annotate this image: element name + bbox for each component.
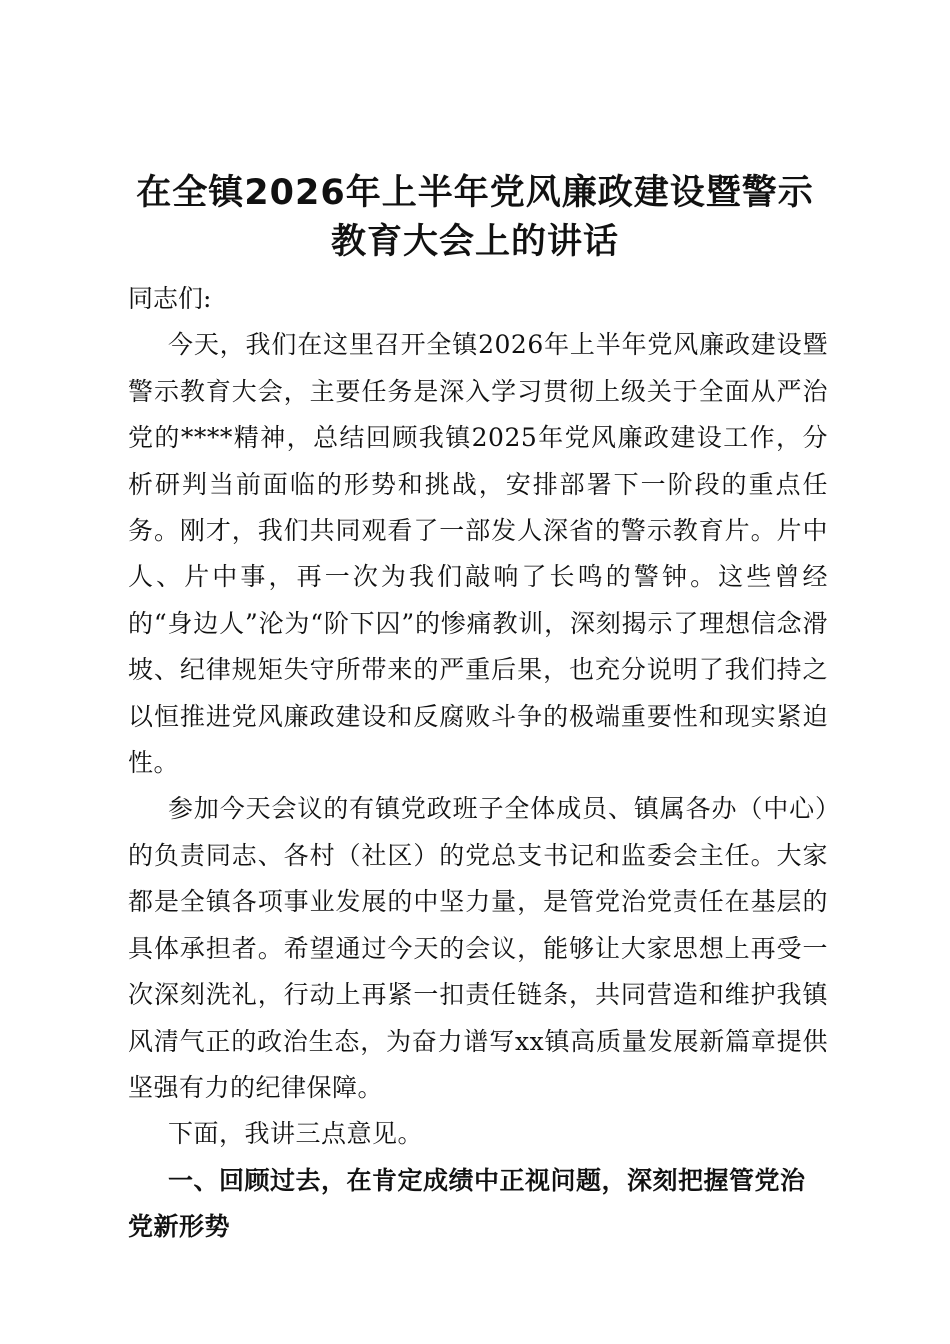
document-title-line-2: 教育大会上的讲话 xyxy=(330,222,619,262)
document-body xyxy=(128,276,828,1251)
section-heading-1: 一、回顾过去，在肯定成绩中正视问题，深刻把握管党治党新形势 xyxy=(128,1165,806,1242)
paragraph-opening: 今天，我们在这里召开全镇2026年上半年党风廉政建设暨警示教育大会，主要任务是深入学习贯彻上级关于全面从严治党的****精神，总结回顾我镇2025年党风廉政建设工作，分析研判当前面临的形势和挑战，安排部署下一阶段的重点任务。刚才，我们共同观看了一部发人深省的警示教育片。片中人、片中事，再一次为我们敲响了长鸣的警钟。这些曾经的“身边人”沦为“阶下囚”的惨痛教训，深刻揭示了理想信念滑坡、纪律规矩失守所带来的严重后果，也充分说明了我们持之以恒推进党风廉政建设和反腐败斗争的极端重要性和现实紧迫性。 xyxy=(128,330,828,778)
paragraph-attendees: 参加今天会议的有镇党政班子全体成员、镇属各办（中心）的负责同志、各村（社区）的党总支书记和监委会主任。大家都是全镇各项事业发展的中坚力量，是管党治党责任在基层的具体承担者。希望通过今天的会议，能够让大家思想上再受一次深刻洗礼，行动上再紧一扣责任链条，共同营造和维护我镇风清气正的政治生态，为奋力谱写xx镇高质量发展新篇章提供坚强有力的纪律保障。 xyxy=(128,794,828,1102)
paragraph-transition: 下面，我讲三点意见。 xyxy=(168,1119,424,1149)
document-title-line-1: 在全镇2026年上半年党风廉政建设暨警示 xyxy=(136,173,814,213)
salutation: 同志们: xyxy=(128,284,212,313)
